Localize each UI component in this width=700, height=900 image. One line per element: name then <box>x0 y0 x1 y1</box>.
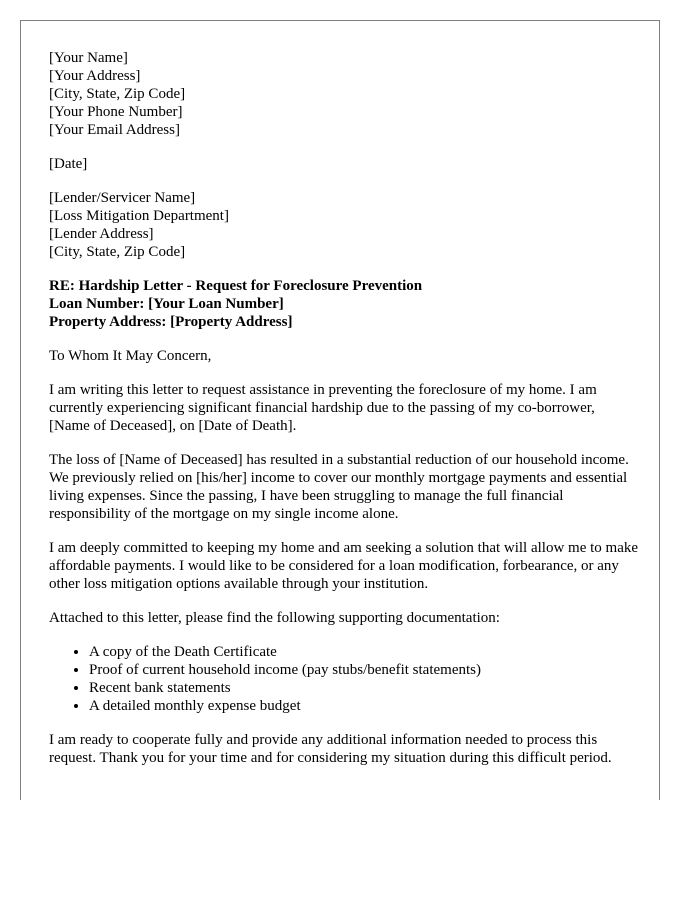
list-item: • Recent bank statements <box>89 679 639 697</box>
paragraph-request: I am writing this letter to request assistance in preventing the foreclosure of my home. I am currently experiencing significant financial hardship due to the passing of my co-borrower, [Name of Deceased], on [Date of Death]. <box>49 382 597 434</box>
letter-date: [Date] <box>49 156 88 172</box>
salutation: To Whom It May Concern, <box>49 348 212 364</box>
sender-name: [Your Name] <box>49 50 128 66</box>
letter-content <box>49 49 639 783</box>
letter-page <box>20 20 660 800</box>
sender-city-state-zip: [City, State, Zip Code] <box>49 86 186 102</box>
sender-phone: [Your Phone Number] <box>49 104 183 120</box>
sender-block <box>49 49 639 139</box>
sender-address: [Your Address] <box>49 68 141 84</box>
date-block <box>49 155 639 173</box>
documents-list <box>49 643 639 715</box>
loan-number-line: Loan Number: [Your Loan Number] <box>49 296 284 312</box>
paragraph-commitment: I am deeply committed to keeping my home and am seeking a solution that will allow me to make affordable payments. I would like to be considered for a loan modification, forbearance, or any other loss mitigation options available through your institution. <box>49 540 639 592</box>
paragraph-income-loss: The loss of [Name of Deceased] has resulted in a substantial reduction of our household income. We previously relied on [his/her] income to cover our monthly mortgage payments and essential living expenses. Since the passing, I have been struggling to manage the full financial responsibility of the mortgage on my single income alone. <box>49 452 629 522</box>
subject-block <box>49 277 639 331</box>
list-item: • A copy of the Death Certificate <box>89 643 639 661</box>
recipient-name: [Lender/Servicer Name] <box>49 190 196 206</box>
recipient-address: [Lender Address] <box>49 226 154 242</box>
list-item: • A detailed monthly expense budget <box>89 697 639 715</box>
paragraph-attachments-intro: Attached to this letter, please find the following supporting documentation: <box>49 610 500 626</box>
property-address-line: Property Address: [Property Address] <box>49 314 293 330</box>
recipient-block <box>49 189 639 261</box>
list-item: • Proof of current household income (pay stubs/benefit statements) <box>89 661 639 679</box>
paragraph-closing: I am ready to cooperate fully and provide any additional information needed to process this request. Thank you for your time and for considering my situation during this difficult period. <box>49 732 612 766</box>
recipient-department: [Loss Mitigation Department] <box>49 208 229 224</box>
sender-email: [Your Email Address] <box>49 122 180 138</box>
recipient-city-state-zip: [City, State, Zip Code] <box>49 244 186 260</box>
subject-line: RE: Hardship Letter - Request for Foreclosure Prevention <box>49 278 423 294</box>
